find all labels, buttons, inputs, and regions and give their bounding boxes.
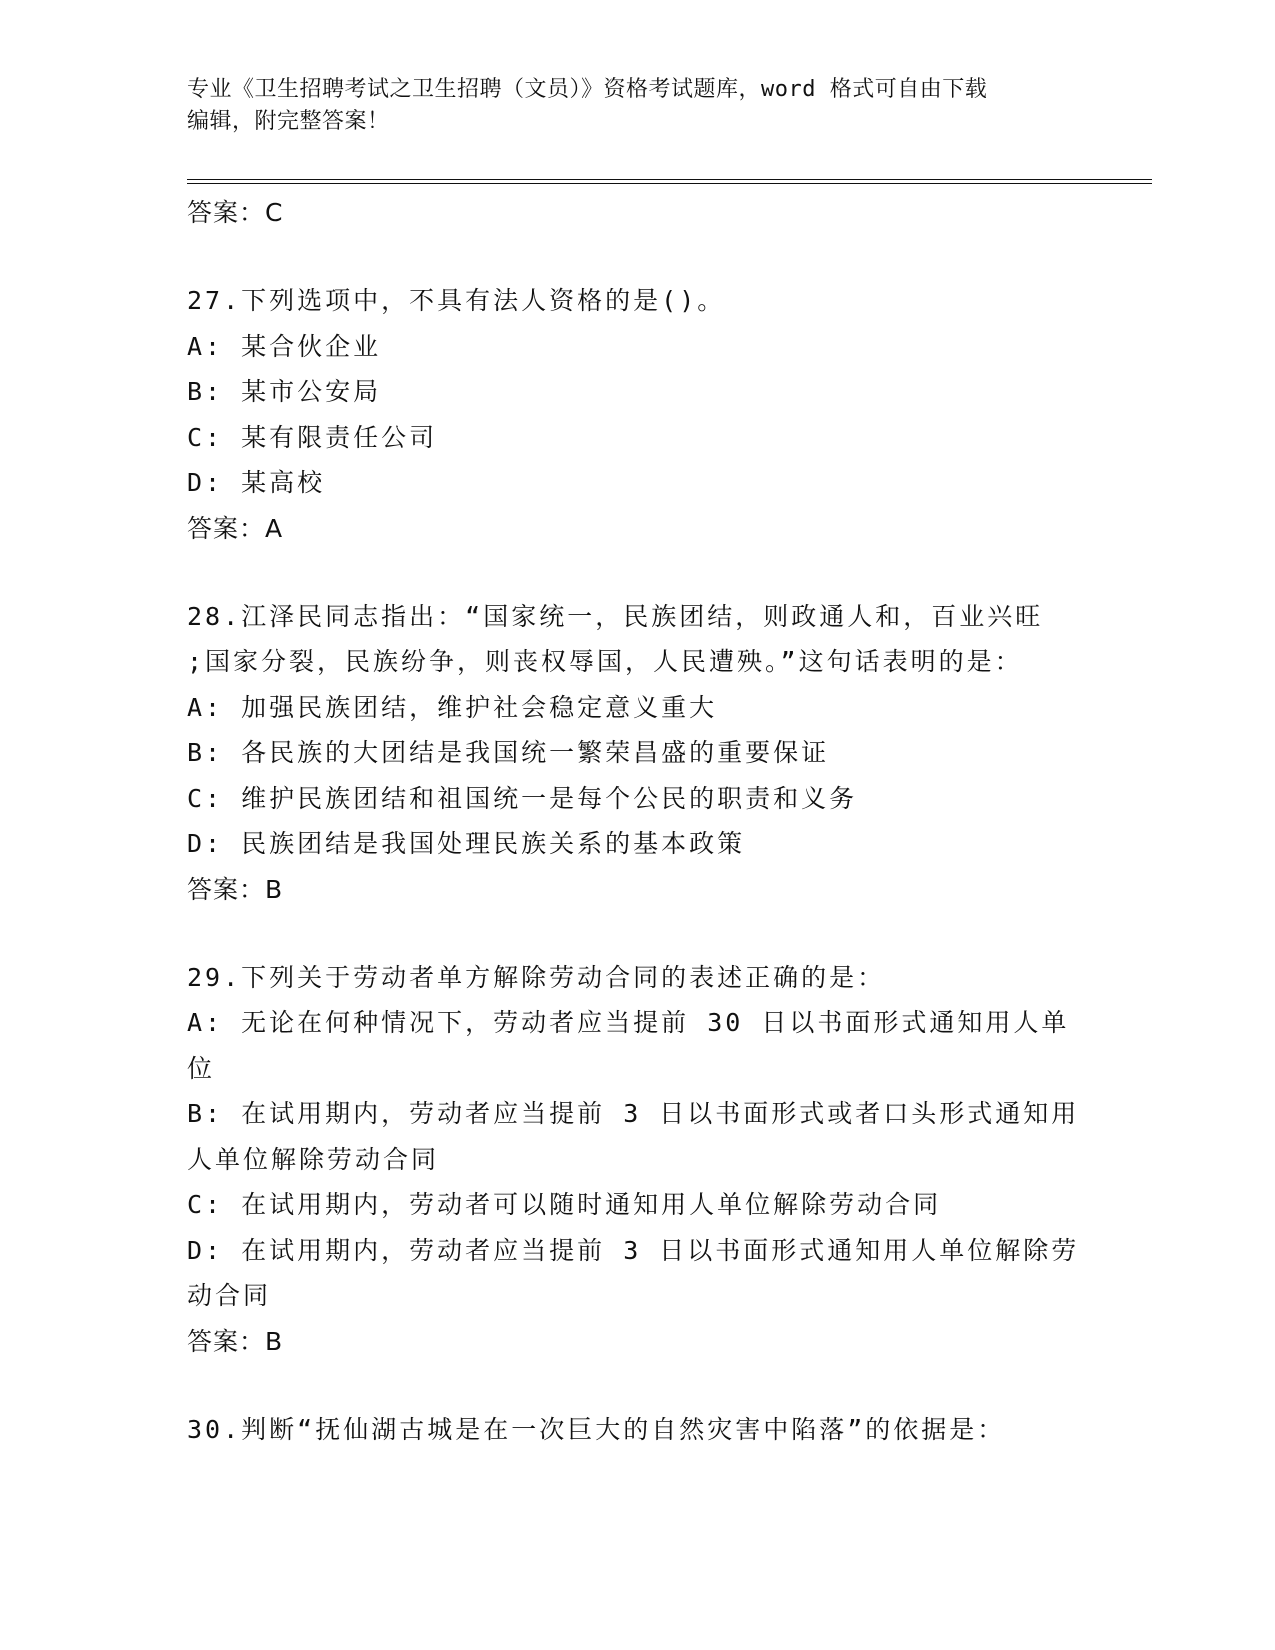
question-block [187,594,1087,912]
header-divider-top [187,179,1152,180]
option-c: C: 维护民族团结和祖国统一是每个公民的职责和义务 [187,783,858,813]
option-b: B: 在试用期内，劳动者应当提前 3 日以书面形式或者口头形式通知用 [187,1099,1080,1128]
answer-value: B [265,1326,283,1356]
option-a: A: 无论在何种情况下，劳动者应当提前 30 日以书面形式通知用人单 [187,1008,1070,1037]
question-stem-cont: ;国家分裂，民族纷争，则丧权辱国，人民遭殃。”这句话表明的是： [187,647,1023,676]
header-divider-bottom [187,183,1152,184]
question-stem: 27.下列选项中，不具有法人资格的是()。 [187,286,726,315]
option-d-cont: 动合同 [187,1281,272,1310]
answer-value: A [265,513,283,543]
option-b: B: 某市公安局 [187,377,382,406]
option-d: D: 某高校 [187,468,326,497]
header-line-1: 专业《卫生招聘考试之卫生招聘（文员）》资格考试题库，word 格式可自由下载 [187,77,988,102]
option-d: D: 民族团结是我国处理民族关系的基本政策 [187,829,746,858]
answer-value: B [265,874,283,904]
answer-line [187,1319,1087,1364]
answer-line [187,506,1087,551]
document-body [187,190,1087,1452]
option-a: A: 某合伙企业 [187,331,382,361]
option-c: C: 在试用期内，劳动者可以随时通知用人单位解除劳动合同 [187,1190,942,1219]
option-a: A: 加强民族团结，维护社会稳定意义重大 [187,692,718,722]
option-d: D: 在试用期内，劳动者应当提前 3 日以书面形式通知用人单位解除劳 [187,1235,1080,1265]
answer-label: 答案： [187,513,266,543]
question-stem: 29.下列关于劳动者单方解除劳动合同的表述正确的是： [187,962,886,992]
question-block [187,955,1087,1364]
answer-label: 答案： [187,874,266,904]
question-block [187,1407,1087,1453]
question-stem: 30.判断“抚仙湖古城是在一次巨大的自然灾害中陷落”的依据是： [187,1414,1006,1444]
option-c: C: 某有限责任公司 [187,422,438,452]
answer-label: 答案： [187,1326,266,1356]
answer-label: 答案： [187,198,266,227]
option-a-cont: 位 [187,1053,216,1083]
answer-line [187,190,1087,235]
option-b: B: 各民族的大团结是我国统一繁荣昌盛的重要保证 [187,738,830,767]
document-header [187,74,1087,138]
question-stem: 28.江泽民同志指出：“国家统一，民族团结，则政通人和，百业兴旺 [187,601,1044,631]
answer-value: C [265,198,283,227]
answer-line [187,867,1087,912]
header-line-2: 编辑，附完整答案！ [187,109,390,134]
question-block [187,278,1087,551]
option-b-cont: 人单位解除劳动合同 [187,1144,440,1174]
